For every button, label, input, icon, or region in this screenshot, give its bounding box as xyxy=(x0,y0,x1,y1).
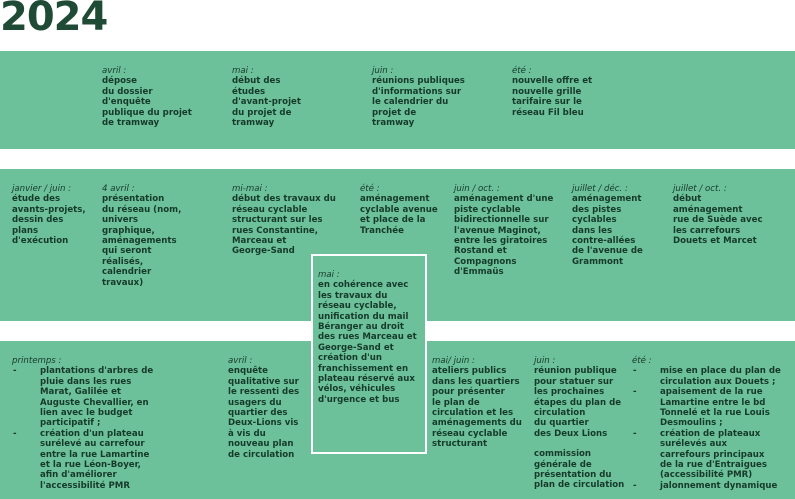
event-desc: ateliers publics dans les quartiers pour présenter le plan de circulation et les aménagements du réseau cyclable structurant xyxy=(432,366,522,450)
event-ete-douets xyxy=(632,356,792,491)
event-desc: présentation du réseau (nom, univers graphique, aménagements qui seront réalisés, calendrier travaux) xyxy=(102,194,182,288)
bullet-item: - création d'un plateau surélevé au carrefour entre la rue Lamartine et la rue Léon-Boyer, afin d'améliorer l'accessibilité PMR xyxy=(12,429,162,491)
event-bullet-list xyxy=(632,366,792,491)
event-juin-reunions xyxy=(372,66,465,128)
event-desc: aménagement cyclable avenue et place de la Tranchée xyxy=(360,194,438,236)
event-date: 4 avril : xyxy=(102,184,135,194)
event-date: printemps : xyxy=(12,356,62,366)
event-desc: nouvelle offre et nouvelle grille tarifaire sur le réseau Fil bleu xyxy=(512,76,593,118)
event-desc: réunion publique pour statuer sur les prochaines étapes du plan de circulation du quartier des Deux Lions xyxy=(534,366,622,439)
event-juillet-dec-grammont xyxy=(572,184,643,267)
event-desc: étude des avants-projets, dessin des plans d'exécution xyxy=(12,194,86,247)
event-bullet-list xyxy=(12,366,162,491)
event-date: été : xyxy=(512,66,532,76)
event-date: avril : xyxy=(228,356,253,366)
event-desc: dépose du dossier d'enquête publique du projet de tramway xyxy=(102,76,192,129)
event-desc: début des travaux du réseau cyclable structurant sur les rues Constantine, Marceau et George-Sand xyxy=(232,194,336,257)
event-date: juillet / déc. : xyxy=(572,184,628,194)
bullet-item: - plantations d'arbres de pluie dans les rues Marat, Galilée et Auguste Chevallier, en lien avec le budget participatif ; xyxy=(12,366,162,428)
event-4-avril xyxy=(102,184,181,288)
event-date: juin : xyxy=(534,356,556,366)
event-ete-offre xyxy=(512,66,592,118)
event-date: mai : xyxy=(318,270,340,280)
event-date: juillet / oct. : xyxy=(673,184,727,194)
event-desc: enquête qualitative sur le ressenti des usagers du quartier des Deux-Lions vis à vis du nouveau plan de circulation xyxy=(228,366,300,460)
event-ete-tranchee xyxy=(360,184,438,236)
event-date: mi-mai : xyxy=(232,184,268,194)
event-date: été : xyxy=(632,356,652,366)
year-heading: 2024 xyxy=(0,0,108,40)
event-date: juin : xyxy=(372,66,394,76)
event-juillet-oct-suede xyxy=(673,184,763,246)
event-date: mai : xyxy=(232,66,254,76)
event-mai-mail-beranger xyxy=(318,270,425,405)
event-juin-reunion-deux-lions xyxy=(534,356,624,491)
event-desc: début des études d'avant-projet du projet de tramway xyxy=(232,76,301,129)
event-mai-juin-ateliers xyxy=(432,356,522,450)
event-printemps xyxy=(12,356,162,491)
bullet-item: - jalonnement dynamique xyxy=(632,481,792,491)
bullet-item: - création de plateaux surélevés aux carrefours principaux de la rue d'Entraigues (accessibilité PMR) xyxy=(632,429,792,481)
event-date: juin / oct. : xyxy=(454,184,500,194)
bullet-item: - mise en place du plan de circulation aux Douets ; xyxy=(632,366,792,387)
event-mi-mai xyxy=(232,184,336,257)
event-desc-commission: commission générale de présentation du plan de circulation xyxy=(534,449,625,491)
event-desc: aménagement des pistes cyclables dans les contre-allées de l'avenue de Grammont xyxy=(572,194,643,267)
event-date: avril : xyxy=(102,66,127,76)
event-date: mai/ juin : xyxy=(432,356,475,366)
event-avril-enquete xyxy=(228,356,299,460)
event-mai-etudes xyxy=(232,66,301,128)
event-avril-depose xyxy=(102,66,192,128)
bullet-item: - apaisement de la rue Lamartine entre le bd Tonnelé et la rue Louis Desmoulins ; xyxy=(632,387,792,429)
event-date: été : xyxy=(360,184,380,194)
event-juin-oct-maginot xyxy=(454,184,553,278)
event-desc: en cohérence avec les travaux du réseau cyclable, unification du mail Béranger au droit des rues Marceau et George-Sand et création d'un franchissement en plateau réservé aux vélos, véhicules d'urgence et bus xyxy=(318,280,417,405)
event-desc: aménagement d'une piste cyclable bidirectionnelle sur l'avenue Maginot, entre les giratoires Rostand et Compagnons d'Emmaüs xyxy=(454,194,554,278)
event-desc: début aménagement rue de Suède avec les carrefours Douets et Marcet xyxy=(673,194,763,247)
event-desc: réunions publiques d'informations sur le calendrier du projet de tramway xyxy=(372,76,465,129)
event-janvier-juin xyxy=(12,184,86,246)
event-date: janvier / juin : xyxy=(12,184,72,194)
highlight-box-mai xyxy=(311,254,427,454)
